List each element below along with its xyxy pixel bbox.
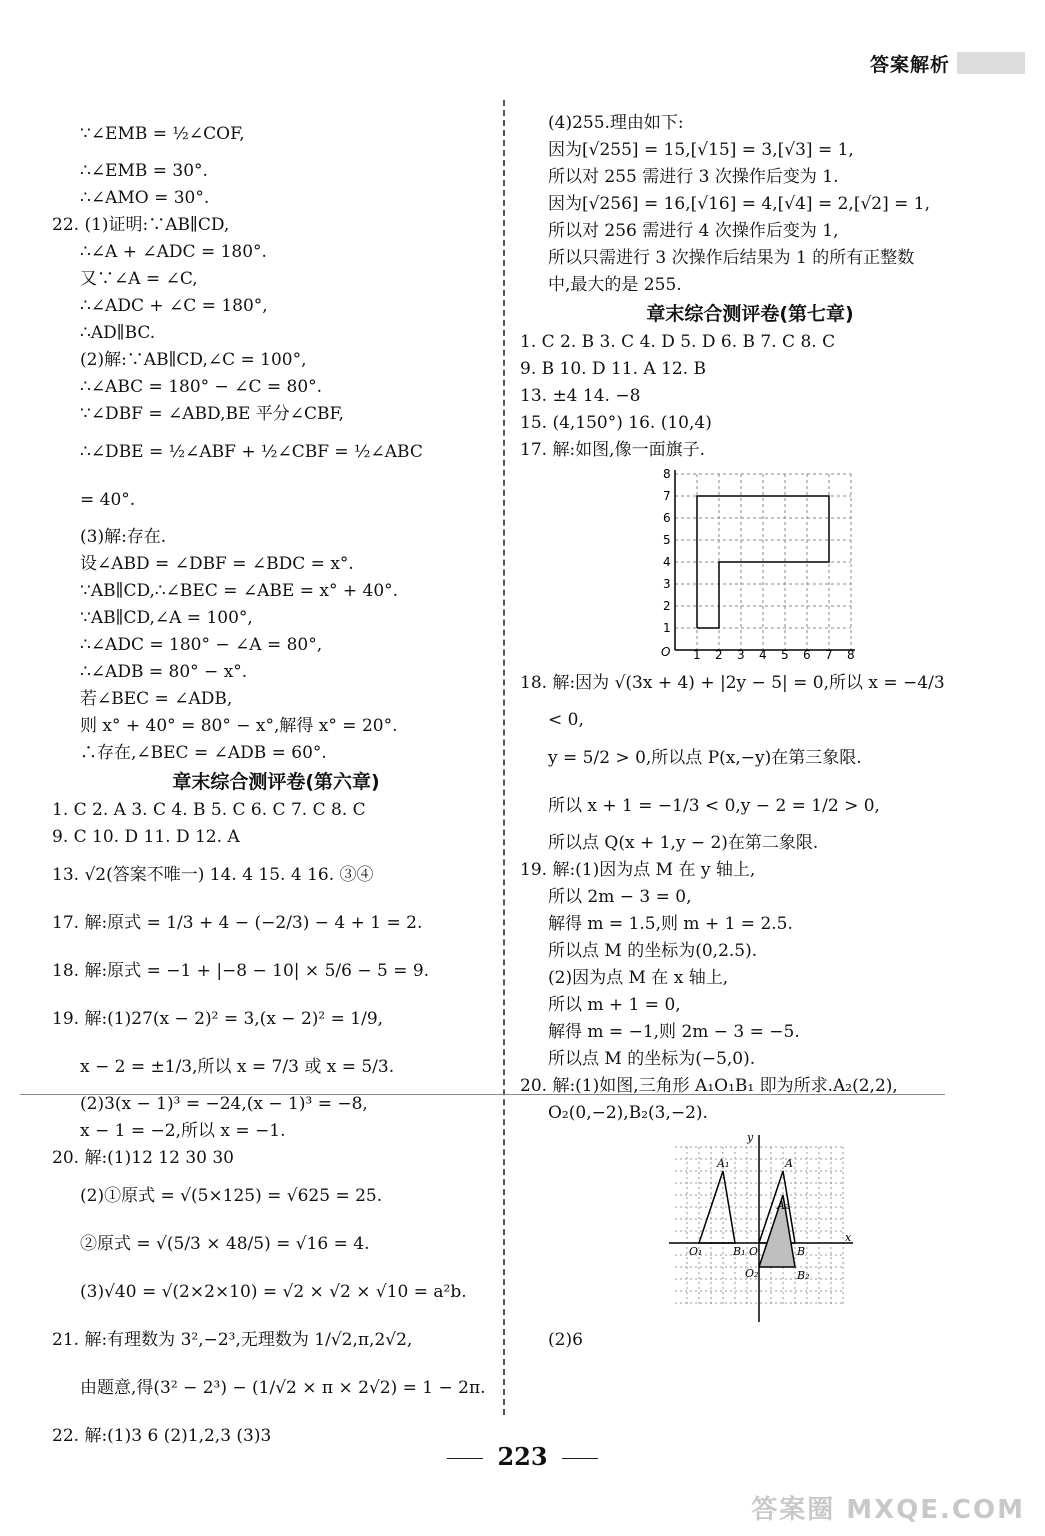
text-line: 所以点 M 的坐标为(0,2.5). — [548, 941, 758, 961]
y-tick-label: 5 — [663, 533, 671, 547]
text-line: 18. 解:因为 √(3x + 4) + |2y − 5| = 0,所以 x = −4/3 — [520, 673, 945, 693]
text-line: 所以对 256 需进行 4 次操作后变为 1, — [548, 221, 839, 241]
origin-label: O — [661, 645, 671, 659]
text-line: x − 2 = ±1/3,所以 x = 7/3 或 x = 5/3. — [80, 1057, 395, 1077]
header-bar — [957, 52, 1025, 74]
text-line: ∵∠EMB = ½∠COF, — [80, 124, 245, 144]
text-line: 22. (1)证明:∵AB∥CD, — [52, 215, 230, 235]
header-label: 答案解析 — [869, 54, 950, 76]
text-line: ∵AB∥CD,∴∠BEC = ∠ABE = x° + 40°. — [80, 581, 399, 601]
text-line: ∴∠EMB = 30°. — [80, 161, 208, 181]
text-line: 13. √2(答案不唯一) 14. 4 15. 4 16. ③④ — [52, 865, 374, 885]
text-line: 所以对 255 需进行 3 次操作后变为 1. — [548, 167, 839, 187]
text-line: < 0, — [548, 710, 584, 730]
text-line: 9. C 10. D 11. D 12. A — [52, 827, 240, 847]
text-line: 9. B 10. D 11. A 12. B — [520, 359, 707, 379]
text-line: 19. 解:(1)因为点 M 在 y 轴上, — [520, 860, 756, 880]
text-line: ∴∠ABC = 180° − ∠C = 80°. — [80, 377, 323, 397]
text-line: 18. 解:原式 = −1 + |−8 − 10| × 5/6 − 5 = 9. — [52, 961, 430, 981]
column-divider — [503, 100, 505, 1415]
y-tick-label: 4 — [663, 555, 671, 569]
y-tick-label: 6 — [663, 511, 671, 525]
point-label-o2: O₂ — [745, 1267, 759, 1280]
left-column — [52, 110, 500, 1460]
text-line: 解得 m = −1,则 2m − 3 = −5. — [548, 1022, 800, 1042]
text-line: 解得 m = 1.5,则 m + 1 = 2.5. — [548, 914, 793, 934]
y-tick-label: 2 — [663, 599, 671, 613]
text-line: 设∠ABD = ∠DBF = ∠BDC = x°. — [80, 554, 354, 574]
point-label-a2: A₂ — [777, 1199, 790, 1212]
text-line: (2)因为点 M 在 x 轴上, — [548, 968, 729, 988]
text-line: 若∠BEC = ∠ADB, — [80, 689, 233, 709]
text-line: y = 5/2 > 0,所以点 P(x,−y)在第三象限. — [548, 748, 862, 768]
text-line: 17. 解:原式 = 1/3 + 4 − (−2/3) − 4 + 1 = 2. — [52, 913, 423, 933]
text-line: 13. ±4 14. −8 — [520, 386, 641, 406]
text-line: ∴∠DBE = ½∠ABF + ½∠CBF = ½∠ABC — [80, 442, 423, 462]
point-label-b1: B₁ — [733, 1245, 746, 1258]
text-line: 因为[√255] = 15,[√15] = 3,[√3] = 1, — [548, 140, 854, 160]
text-line: (3)√40 = √(2×2×10) = √2 × √2 × √10 = a²b. — [80, 1282, 467, 1302]
point-label-a1: A₁ — [717, 1157, 730, 1170]
x-tick-label: 1 — [693, 648, 701, 662]
text-line: ∴∠ADB = 80° − x°. — [80, 662, 248, 682]
text-line: 20. 解:(1)如图,三角形 A₁O₁B₁ 即为所求.A₂(2,2), — [520, 1076, 898, 1096]
y-tick-label: 7 — [663, 489, 671, 503]
text-line: = 40°. — [80, 490, 136, 510]
text-line: ∴∠ADC + ∠C = 180°, — [80, 296, 268, 316]
x-tick-label: 6 — [803, 648, 811, 662]
text-line: ∵∠DBF = ∠ABD,BE 平分∠CBF, — [80, 404, 345, 424]
x-tick-label: 2 — [715, 648, 723, 662]
text-line: 19. 解:(1)27(x − 2)² = 3,(x − 2)² = 1/9, — [52, 1009, 384, 1029]
text-line: (2)3(x − 1)³ = −24,(x − 1)³ = −8, — [80, 1094, 368, 1114]
text-line: 1. C 2. A 3. C 4. B 5. C 6. C 7. C 8. C — [52, 800, 366, 820]
y-tick-label: 3 — [663, 577, 671, 591]
text-line: 因为[√256] = 16,[√16] = 4,[√4] = 2,[√2] = 1, — [548, 194, 931, 214]
text-line: 所以 2m − 3 = 0, — [548, 887, 692, 907]
text-line: 15. (4,150°) 16. (10,4) — [520, 413, 712, 433]
text-line: 所以点 M 的坐标为(−5,0). — [548, 1049, 756, 1069]
x-tick-label: 7 — [825, 648, 833, 662]
text-line: 所以 m + 1 = 0, — [548, 995, 681, 1015]
x-tick-label: 4 — [759, 648, 767, 662]
text-line: 1. C 2. B 3. C 4. D 5. D 6. B 7. C 8. C — [520, 332, 836, 352]
text-line: 所以点 Q(x + 1,y − 2)在第二象限. — [548, 833, 819, 853]
triangle-grid-svg — [665, 1127, 865, 1327]
y-tick-label: 8 — [663, 467, 671, 481]
text-line: 则 x° + 40° = 80° − x°,解得 x° = 20°. — [80, 716, 398, 736]
section-title-chapter7: 章末综合测评卷(第七章) — [646, 303, 854, 325]
grid-lines — [675, 1147, 845, 1307]
text-line: (2)①原式 = √(5×125) = √625 = 25. — [80, 1186, 383, 1206]
point-label-a: A — [785, 1157, 793, 1170]
axis-y-label: y — [747, 1131, 754, 1144]
section-title-chapter6: 章末综合测评卷(第六章) — [172, 771, 380, 793]
point-label-b: B — [797, 1245, 806, 1258]
text-line: O₂(0,−2),B₂(3,−2). — [548, 1103, 708, 1123]
text-line: ∴存在,∠BEC = ∠ADB = 60°. — [80, 743, 327, 763]
text-line: ∴∠A + ∠ADC = 180°. — [80, 242, 267, 262]
text-line: ②原式 = √(5/3 × 48/5) = √16 = 4. — [80, 1234, 370, 1254]
text-line: (2)6 — [548, 1330, 583, 1350]
text-line: ∵AB∥CD,∠A = 100°, — [80, 608, 253, 628]
flag-grid-svg — [661, 464, 865, 662]
axis-x-label: x — [845, 1231, 852, 1244]
page-number: 223 — [0, 1442, 1045, 1471]
watermark: 答案圈 MXQE.COM — [751, 1495, 1025, 1525]
text-line: 22. 解:(1)3 6 (2)1,2,3 (3)3 — [52, 1426, 272, 1446]
text-line: 中,最大的是 255. — [548, 275, 682, 295]
text-line: 20. 解:(1)12 12 30 30 — [52, 1148, 234, 1168]
text-line: 所以 x + 1 = −1/3 < 0,y − 2 = 1/2 > 0, — [548, 796, 880, 816]
text-line: (3)解:存在. — [80, 527, 167, 547]
triangle-figure — [520, 1127, 980, 1327]
text-line: ∴AD∥BC. — [80, 323, 156, 343]
text-line: (4)255.理由如下: — [548, 113, 684, 133]
text-line: ∴∠AMO = 30°. — [80, 188, 210, 208]
text-line: 17. 解:如图,像一面旗子. — [520, 440, 705, 460]
y-tick-label: 1 — [663, 621, 671, 635]
text-line: ∴∠ADC = 180° − ∠A = 80°, — [80, 635, 323, 655]
text-line: (2)解:∵AB∥CD,∠C = 100°, — [80, 350, 307, 370]
x-tick-label: 8 — [847, 648, 855, 662]
text-line: 又∵∠A = ∠C, — [80, 269, 198, 289]
text-line: 由题意,得(3² − 2³) − (1/√2 × π × 2√2) = 1 − 2π. — [80, 1378, 486, 1398]
point-label-o1: O₁ — [689, 1245, 703, 1258]
point-label-b2: B₂ — [797, 1269, 810, 1282]
x-tick-label: 3 — [737, 648, 745, 662]
point-label-o: O — [749, 1245, 759, 1258]
text-line: 21. 解:有理数为 3²,−2³,无理数为 1/√2,π,2√2, — [52, 1330, 413, 1350]
text-line: x − 1 = −2,所以 x = −1. — [80, 1121, 286, 1141]
right-column — [520, 110, 980, 1354]
text-line: 所以只需进行 3 次操作后结果为 1 的所有正整数 — [548, 248, 915, 268]
x-tick-label: 5 — [781, 648, 789, 662]
flag-figure — [520, 464, 980, 662]
